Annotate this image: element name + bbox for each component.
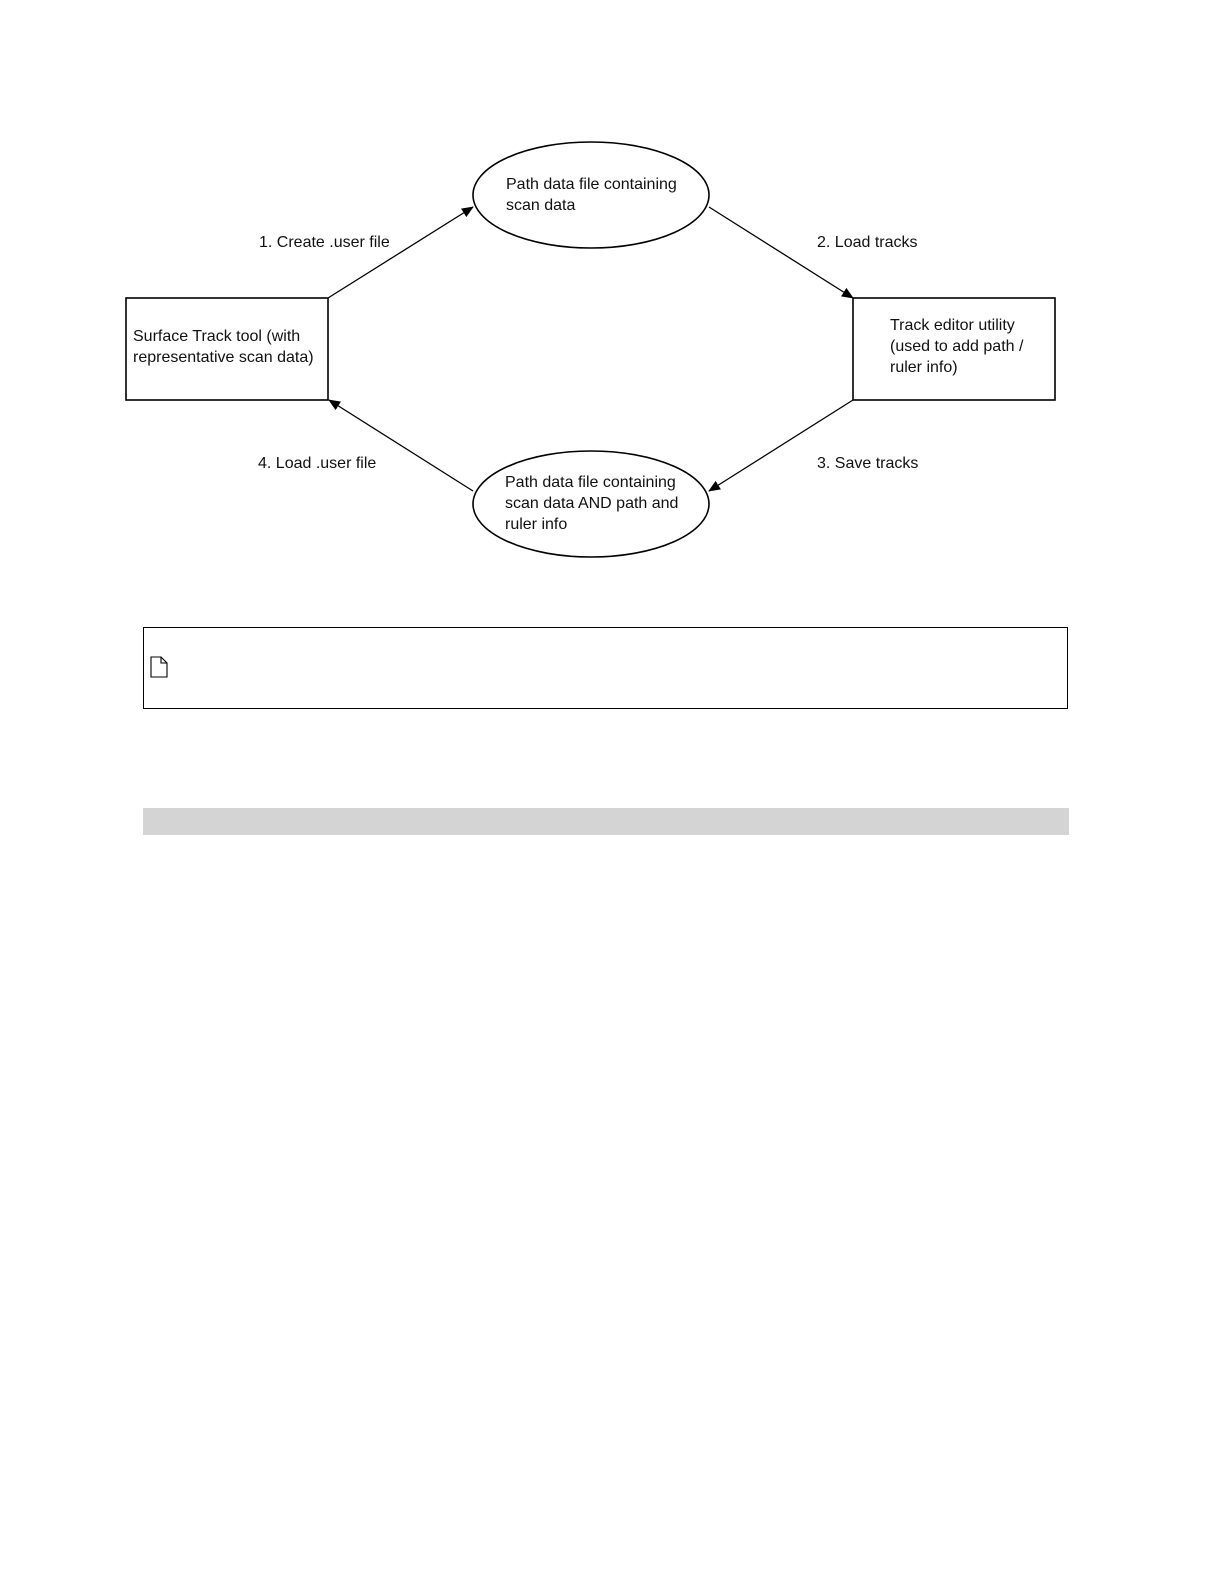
node-line: ruler info) <box>890 359 958 376</box>
edge-label-load-tracks: 2. Load tracks <box>817 234 918 251</box>
edge-load-user-file <box>329 400 473 491</box>
edge-label-save-tracks: 3. Save tracks <box>817 455 919 472</box>
node-line: Track editor utility <box>890 317 1015 334</box>
node-full-file-label <box>505 472 678 535</box>
node-line: Surface Track tool (with <box>133 328 301 345</box>
node-line: scan data AND path and <box>505 495 679 512</box>
document-icon <box>150 656 168 683</box>
node-line: (used to add path / <box>890 338 1024 355</box>
node-line: Path data file containing <box>506 176 677 193</box>
node-surface-tool-label <box>133 326 314 368</box>
node-line: representative scan data) <box>133 349 314 366</box>
gray-divider-bar <box>143 808 1069 835</box>
node-line: Path data file containing <box>505 474 676 491</box>
node-track-editor-label <box>890 315 1023 378</box>
node-line: ruler info <box>505 516 568 533</box>
edge-save-tracks <box>709 400 853 491</box>
node-line: scan data <box>506 197 576 214</box>
edge-label-create-user-file: 1. Create .user file <box>259 234 390 251</box>
edge-label-load-user-file: 4. Load .user file <box>258 455 377 472</box>
note-box <box>143 627 1068 709</box>
node-scan-file-label <box>506 174 677 216</box>
